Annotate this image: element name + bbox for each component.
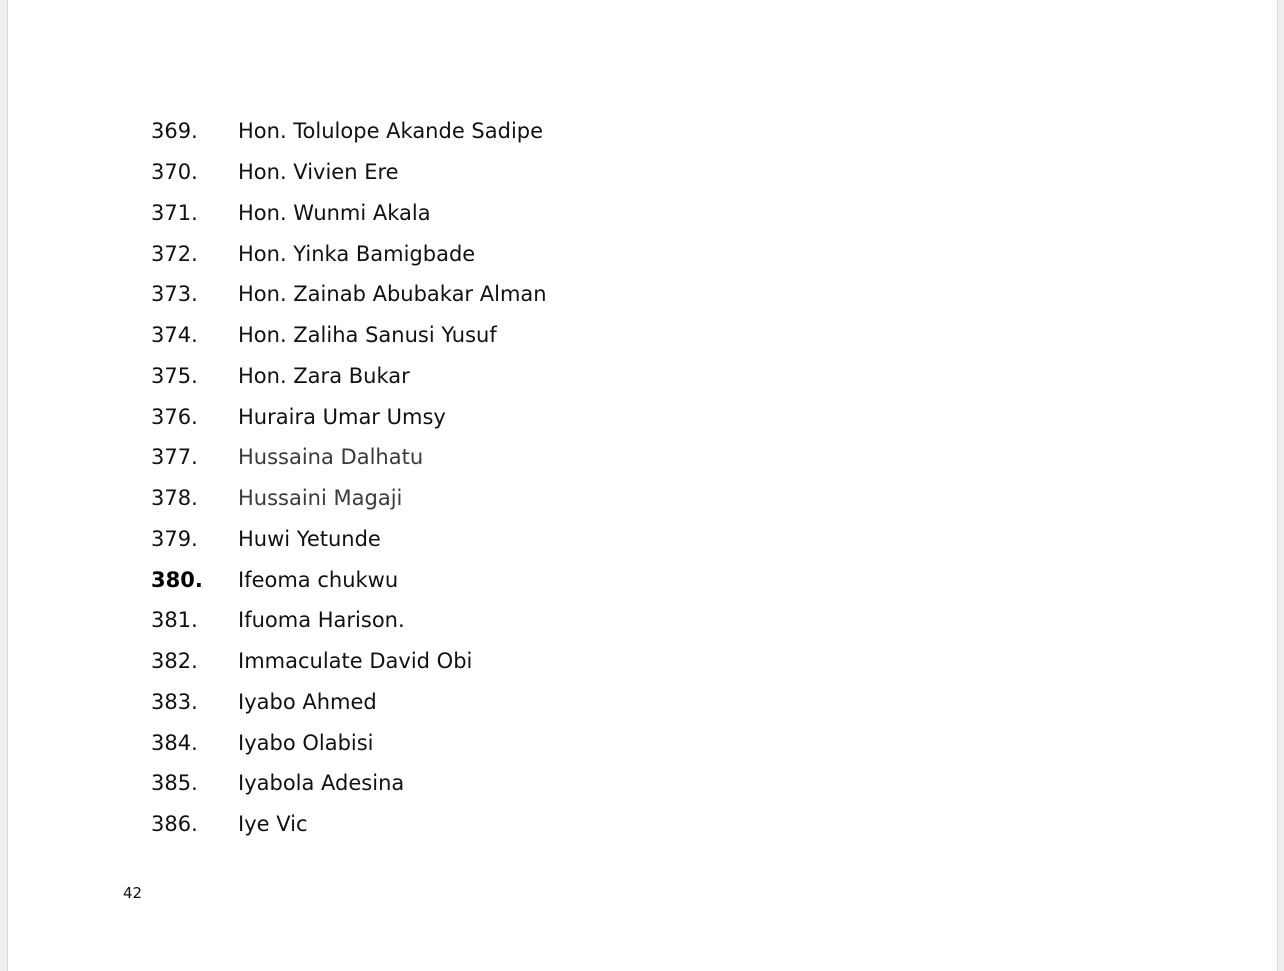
name-list — [151, 111, 547, 845]
entry-name: Iye Vic — [238, 812, 308, 837]
list-item — [151, 315, 547, 356]
entry-number: 380. — [151, 567, 203, 592]
document-page — [7, 0, 1278, 971]
entry-name: Hon. Zaliha Sanusi Yusuf — [238, 323, 497, 348]
entry-number: 386. — [151, 812, 198, 837]
entry-name: Iyabo Ahmed — [238, 689, 377, 714]
entry-name: Hussaini Magaji — [238, 486, 403, 511]
entry-name: Ifeoma chukwu — [238, 567, 399, 592]
list-item — [151, 763, 547, 804]
list-item — [151, 274, 547, 315]
entry-name: Hon. Zainab Abubakar Alman — [238, 282, 547, 307]
list-item — [151, 396, 547, 437]
list-item — [151, 682, 547, 723]
entry-name: Hon. Zara Bukar — [238, 363, 410, 388]
entry-name: Hussaina Dalhatu — [238, 445, 424, 470]
entry-name: Huraira Umar Umsy — [238, 404, 446, 429]
list-item — [151, 600, 547, 641]
entry-number: 384. — [151, 730, 198, 755]
entry-name: Immaculate David Obi — [238, 649, 473, 674]
entry-name: Hon. Vivien Ere — [238, 160, 399, 185]
list-item — [151, 559, 547, 600]
list-item — [151, 804, 547, 845]
entry-number: 378. — [151, 486, 198, 511]
entry-number: 371. — [151, 200, 198, 225]
entry-name: Hon. Wunmi Akala — [238, 200, 431, 225]
list-item — [151, 641, 547, 682]
entry-name: Hon. Yinka Bamigbade — [238, 241, 476, 266]
page-number: 42 — [123, 884, 143, 902]
entry-number: 375. — [151, 363, 198, 388]
entry-name: Iyabo Olabisi — [238, 730, 374, 755]
entry-number: 377. — [151, 445, 198, 470]
list-item — [151, 478, 547, 519]
entry-number: 372. — [151, 241, 198, 266]
list-item — [151, 437, 547, 478]
list-item — [151, 722, 547, 763]
entry-number: 370. — [151, 160, 198, 185]
list-item — [151, 356, 547, 397]
list-item — [151, 111, 547, 152]
entry-name: Ifuoma Harison. — [238, 608, 405, 633]
list-item — [151, 193, 547, 234]
entry-number: 382. — [151, 649, 198, 674]
entry-number: 374. — [151, 323, 198, 348]
entry-number: 373. — [151, 282, 198, 307]
list-item — [151, 152, 547, 193]
entry-number: 379. — [151, 526, 198, 551]
entry-number: 376. — [151, 404, 198, 429]
entry-number: 383. — [151, 689, 198, 714]
entry-name: Iyabola Adesina — [238, 771, 405, 796]
list-item — [151, 233, 547, 274]
list-item — [151, 519, 547, 560]
entry-name: Huwi Yetunde — [238, 526, 381, 551]
entry-name: Hon. Tolulope Akande Sadipe — [238, 119, 544, 144]
entry-number: 385. — [151, 771, 198, 796]
entry-number: 369. — [151, 119, 198, 144]
entry-number: 381. — [151, 608, 198, 633]
